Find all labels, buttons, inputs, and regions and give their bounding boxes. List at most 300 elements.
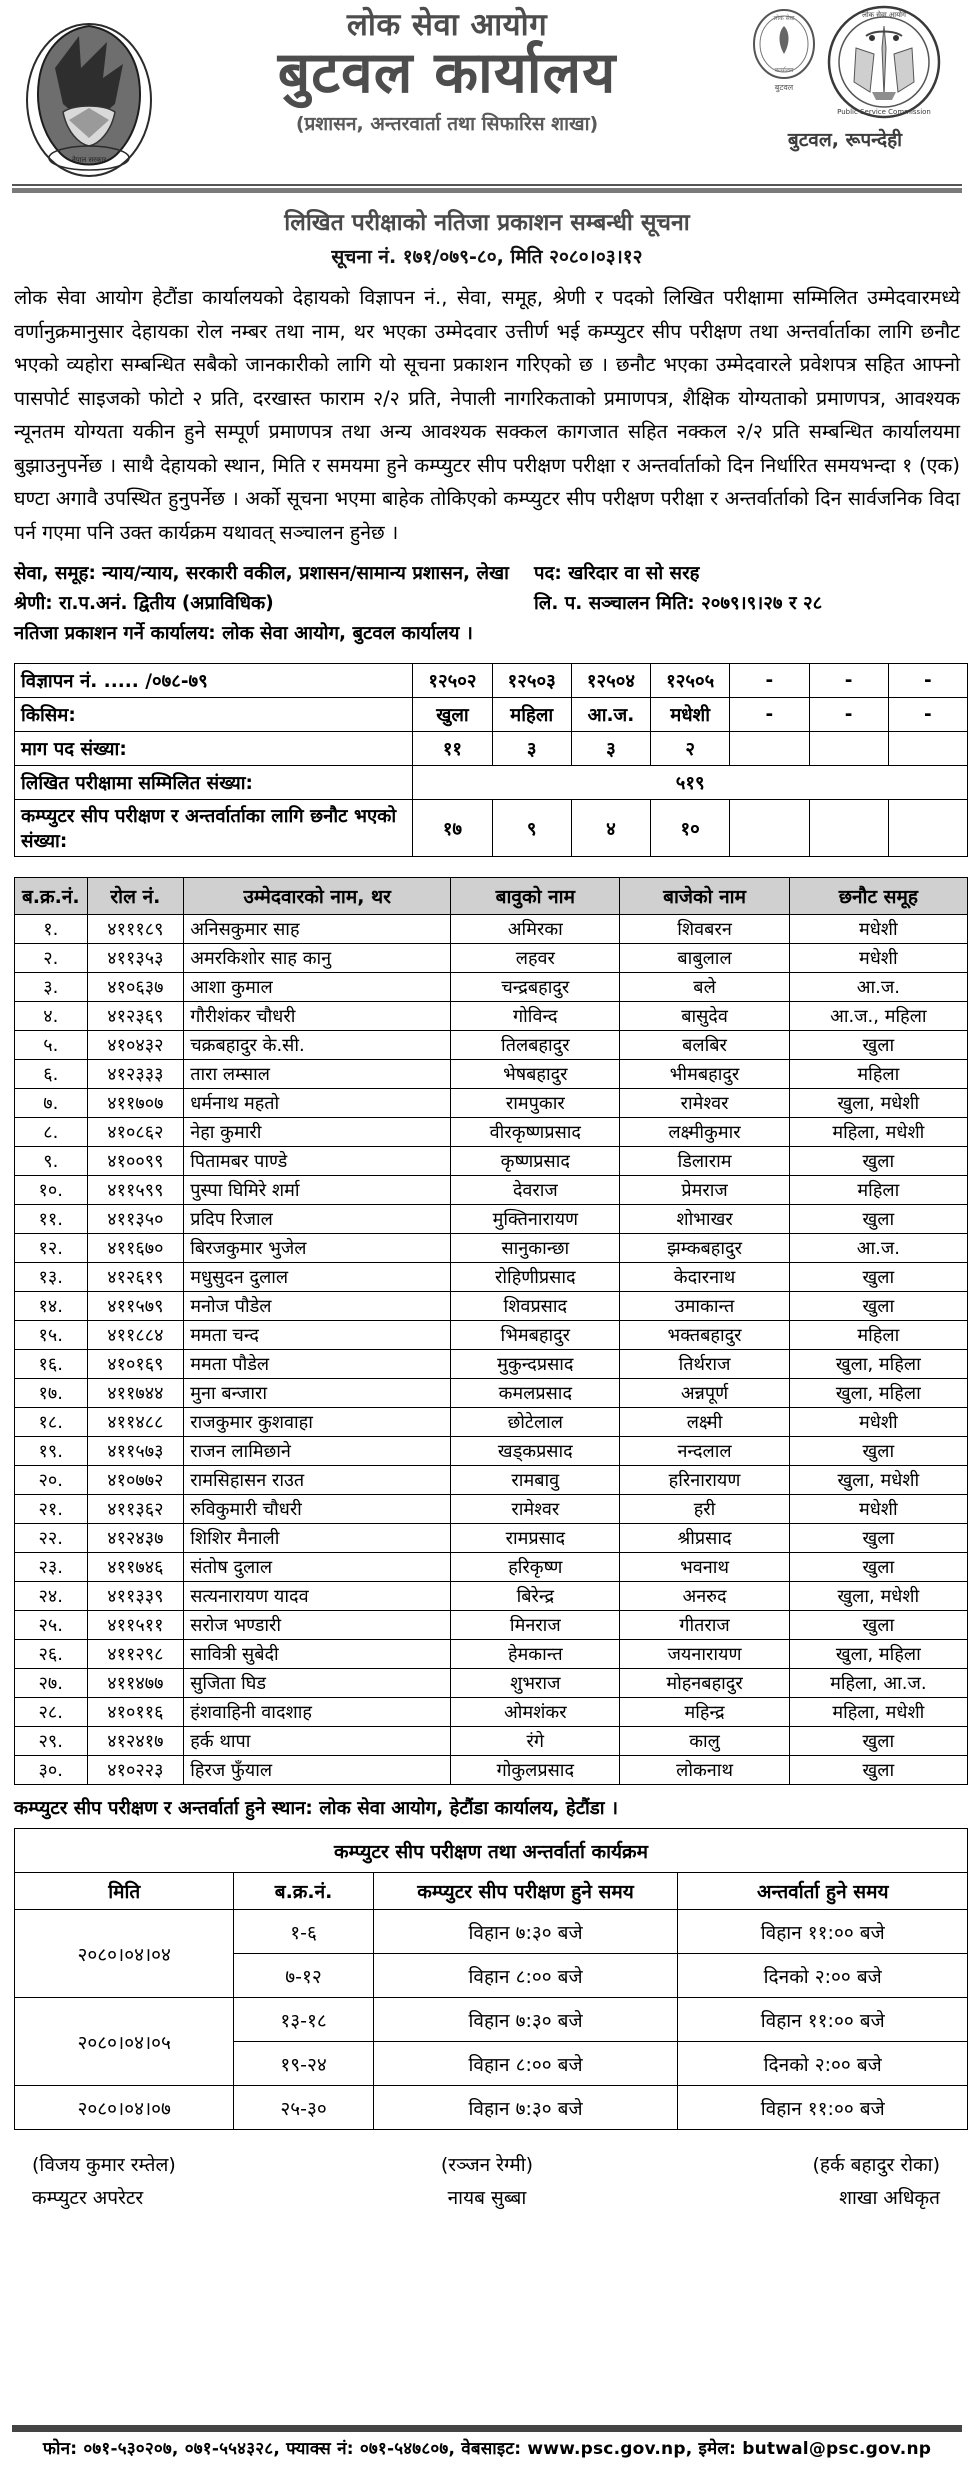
- candidates-header-1: ब.क्र.नं.: [15, 878, 88, 915]
- butwal-office-seal-icon: [748, 4, 820, 96]
- candidate-cell-4: खड्कप्रसाद: [451, 1437, 620, 1466]
- candidate-cell-6: आ.ज., महिला: [789, 1002, 967, 1031]
- candidate-cell-4: भेषबहादुर: [451, 1060, 620, 1089]
- candidate-cell-1: २०.: [15, 1466, 88, 1495]
- schedule-serial-range: १९-२४: [234, 2042, 373, 2086]
- summary-cell: [809, 732, 888, 766]
- candidate-cell-4: रामप्रसाद: [451, 1524, 620, 1553]
- candidate-cell-6: खुला, महिला: [789, 1379, 967, 1408]
- candidate-cell-6: मधेशी: [789, 1408, 967, 1437]
- candidate-cell-1: २.: [15, 944, 88, 973]
- candidate-cell-4: भिमबहादुर: [451, 1321, 620, 1350]
- svg-text:लोक सेवा आयोग: लोक सेवा आयोग: [862, 11, 906, 19]
- candidate-cell-1: ३.: [15, 973, 88, 1002]
- candidate-cell-2: ४११२९८: [87, 1640, 184, 1669]
- candidate-cell-4: कमलप्रसाद: [451, 1379, 620, 1408]
- venue-line: कम्प्युटर सीप परीक्षण र अन्तर्वार्ता हुने स्थान: लोक सेवा आयोग, हेटौंडा कार्यालय, हेटौंडा ।: [14, 1798, 618, 1820]
- candidates-header-2: रोल नं.: [87, 878, 184, 915]
- candidate-cell-4: शिवप्रसाद: [451, 1292, 620, 1321]
- office-city: बुटवल, रूपन्देही: [787, 129, 903, 151]
- info-row-service-post: [14, 559, 960, 589]
- schedule-serial-range: २५-३०: [234, 2086, 373, 2130]
- signature-name: (रञ्जन रेग्मी): [440, 2154, 534, 2177]
- candidate-cell-4: तिलबहादुर: [451, 1031, 620, 1060]
- footer-contact: फोन: ०७१-५३०२०७, ०७१-५५४३२८, फ्याक्स नं: ०७१-५४७८०७, वेबसाइट: www.psc.gov.np, इमेल: butwal@psc.gov.np: [42, 2439, 932, 2459]
- office-name: बुटवल कार्यालय: [277, 40, 617, 107]
- schedule-date: २०८०।०४।०५: [15, 1998, 234, 2086]
- candidate-cell-6: खुला: [789, 1611, 967, 1640]
- class-label: श्रेणी:: [14, 593, 53, 615]
- candidate-cell-4: रंगे: [451, 1727, 620, 1756]
- candidate-cell-1: १५.: [15, 1321, 88, 1350]
- candidate-cell-6: खुला, मधेशी: [789, 1582, 967, 1611]
- service-group-label: सेवा, समूह:: [14, 563, 96, 585]
- summary-cell: १२५०५: [651, 664, 730, 698]
- candidate-cell-3: राजन लामिछाने: [184, 1437, 451, 1466]
- candidate-cell-1: ३०.: [15, 1756, 88, 1785]
- table-row: [15, 1582, 968, 1611]
- table-row: [15, 1669, 968, 1698]
- candidate-cell-1: २२.: [15, 1524, 88, 1553]
- branch-name: (प्रशासन, अन्तरवार्ता तथा सिफारिस शाखा): [295, 112, 599, 135]
- candidate-cell-5: नन्दलाल: [620, 1437, 789, 1466]
- candidate-cell-6: खुला: [789, 1292, 967, 1321]
- candidate-cell-3: प्रदिप रिजाल: [184, 1205, 451, 1234]
- summary-row-selected: [15, 800, 968, 857]
- candidate-cell-2: ४१०१६९: [87, 1350, 184, 1379]
- candidate-cell-3: रुविकुमारी चौधरी: [184, 1495, 451, 1524]
- candidate-cell-5: कालु: [620, 1727, 789, 1756]
- candidate-cell-5: शिवबरन: [620, 915, 789, 944]
- public-service-commission-seal-icon: [826, 4, 942, 122]
- schedule-date: २०८०।०४।०४: [15, 1910, 234, 1998]
- summary-total-appeared-value: ५१९: [413, 766, 968, 800]
- exam-date-line: [534, 589, 960, 619]
- schedule-computer-time: विहान ७:३० बजे: [373, 1998, 678, 2042]
- table-row: [15, 1263, 968, 1292]
- candidates-header-4: बावुको नाम: [451, 878, 620, 915]
- publishing-office-line: [14, 619, 960, 649]
- candidate-cell-1: २७.: [15, 1669, 88, 1698]
- candidate-cell-4: मिनराज: [451, 1611, 620, 1640]
- candidate-cell-3: रामसिहासन राउत: [184, 1466, 451, 1495]
- candidate-cell-5: भक्तबहादुर: [620, 1321, 789, 1350]
- candidate-cell-1: १४.: [15, 1292, 88, 1321]
- summary-cell: १७: [413, 800, 492, 857]
- publishing-office-label: नतिजा प्रकाशन गर्ने कार्यालय:: [14, 623, 216, 645]
- table-row: [15, 1118, 968, 1147]
- candidate-cell-1: ८.: [15, 1118, 88, 1147]
- summary-cell: -: [809, 664, 888, 698]
- notice-body: लोक सेवा आयोग हेटौंडा कार्यालयको देहायको विज्ञापन नं., सेवा, समूह, श्रेणी र पदको लिखित परीक्षामा सम्मिलित उम्मेदवारमध्ये वर्णानुक्रमानुसार देहायका रोल नम्बर तथा नाम, थर भएका उम्मेदवार उत्तीर्ण भई कम्प्युटर सीप परीक्षण तथा अन्तर्वार्ताका लागि छनौट भएको व्यहोरा सम्बन्धित सबैको जानकारीको लागि यो सूचना प्रकाशन गरिएको छ । छनौट भएका उम्मेदवारले प्रवेशपत्र सहित आफ्नो पासपोर्ट साइजको फोटो २ प्रति, दरखास्त फाराम २/२ प्रति, नेपाली नागरिकताको प्रमाणपत्र, शैक्षिक योग्यताको प्रमाणपत्र, आवश्यक न्यूनतम योग्यता यकीन हुने सम्पूर्ण प्रमाणपत्र तथा अन्य आवश्यक सक्कल कागजात सहित नक्कल २/२ प्रति सम्बन्धित कार्यालयमा बुझाउनुपर्नेछ । साथै देहायको स्थान, मिति र समयमा हुने कम्प्युटर सीप परीक्षण परीक्षा र अन्तर्वार्ताको दिन निर्धारित समयभन्दा १ (एक) घण्टा अगावै उपस्थित हुनुपर्नेछ । अर्को सूचना भएमा बाहेक तोकिएको कम्प्युटर सीप परीक्षण परीक्षा र अन्तर्वार्ताको दिन सार्वजनिक विदा पर्न गएमा पनि उक्त कार्यक्रम यथावत् सञ्चालन हुनेछ ।: [14, 286, 960, 544]
- candidate-cell-1: १०.: [15, 1176, 88, 1205]
- post-value: खरिदार वा सो सरह: [568, 563, 700, 585]
- candidate-cell-6: खुला: [789, 1437, 967, 1466]
- candidate-cell-4: हरिकृष्ण: [451, 1553, 620, 1582]
- signature-title: कम्प्युटर अपरेटर: [32, 2186, 144, 2209]
- candidate-cell-3: सुजिता घिड: [184, 1669, 451, 1698]
- candidate-cell-1: ७.: [15, 1089, 88, 1118]
- candidate-cell-5: भवनाथ: [620, 1553, 789, 1582]
- signature-3: [645, 2150, 960, 2213]
- class-value: रा.प.अनं. द्वितीय (अप्राविधिक): [59, 593, 274, 615]
- schedule-row: [15, 2086, 968, 2130]
- signature-name: (हर्क बहादुर रोका): [812, 2154, 940, 2177]
- candidate-cell-3: सरोज भण्डारी: [184, 1611, 451, 1640]
- summary-cell: [888, 732, 967, 766]
- candidate-cell-6: खुला, मधेशी: [789, 1466, 967, 1495]
- candidate-cell-5: रामेश्वर: [620, 1089, 789, 1118]
- candidate-cell-3: चक्रबहादुर के.सी.: [184, 1031, 451, 1060]
- notice-title: लिखित परीक्षाको नतिजा प्रकाशन सम्बन्धी सूचना: [284, 210, 690, 236]
- schedule-interview-time: विहान ११:०० बजे: [678, 2086, 968, 2130]
- candidate-cell-1: २४.: [15, 1582, 88, 1611]
- candidate-cell-4: शुभराज: [451, 1669, 620, 1698]
- candidate-cell-6: खुला: [789, 1147, 967, 1176]
- candidate-cell-3: पितामबर पाण्डे: [184, 1147, 451, 1176]
- candidate-cell-5: केदारनाथ: [620, 1263, 789, 1292]
- candidate-cell-6: खुला: [789, 1205, 967, 1234]
- candidate-cell-5: हरिनारायण: [620, 1466, 789, 1495]
- table-row: [15, 973, 968, 1002]
- table-row: [15, 1176, 968, 1205]
- table-row: [15, 1408, 968, 1437]
- schedule-serial-range: १-६: [234, 1910, 373, 1954]
- schedule-serial-range: १३-१८: [234, 1998, 373, 2042]
- schedule-header-3: कम्प्युटर सीप परीक्षण हुने समय: [373, 1873, 678, 1910]
- candidates-table-body: [15, 915, 968, 1785]
- candidate-cell-4: छोटेलाल: [451, 1408, 620, 1437]
- schedule-date: २०८०।०४।०७: [15, 2086, 234, 2130]
- summary-row: [15, 664, 968, 698]
- candidate-cell-1: १८.: [15, 1408, 88, 1437]
- summary-row: [15, 698, 968, 732]
- info-row-class-examdate: [14, 589, 960, 619]
- summary-cell: [730, 732, 809, 766]
- candidate-cell-3: तारा लम्साल: [184, 1060, 451, 1089]
- candidate-cell-2: ४११५७३: [87, 1437, 184, 1466]
- candidate-cell-1: २३.: [15, 1553, 88, 1582]
- advertisement-summary-table: [14, 663, 968, 857]
- candidate-cell-1: १७.: [15, 1379, 88, 1408]
- candidate-cell-2: ४११४७७: [87, 1669, 184, 1698]
- summary-cell: १०: [651, 800, 730, 857]
- candidate-cell-5: उमाकान्त: [620, 1292, 789, 1321]
- candidate-cell-5: मोहनबहादुर: [620, 1669, 789, 1698]
- candidates-table: [14, 877, 968, 1785]
- signature-title: शाखा अधिकृत: [839, 2186, 940, 2209]
- exam-date-value: २०७९।९।२७ र २८: [701, 593, 823, 615]
- candidate-cell-3: धर्मनाथ महतो: [184, 1089, 451, 1118]
- candidate-cell-3: मुना बन्जारा: [184, 1379, 451, 1408]
- candidate-cell-6: खुला: [789, 1756, 967, 1785]
- schedule-interview-time: विहान ११:०० बजे: [678, 1998, 968, 2042]
- schedule-computer-time: विहान ८:०० बजे: [373, 2042, 678, 2086]
- summary-cell: [888, 800, 967, 857]
- candidate-cell-2: ४१०४३२: [87, 1031, 184, 1060]
- nepal-government-emblem: [14, 4, 164, 180]
- candidate-cell-1: २५.: [15, 1611, 88, 1640]
- candidate-cell-2: ४१२३६९: [87, 1002, 184, 1031]
- candidate-cell-6: मधेशी: [789, 944, 967, 973]
- summary-row: [15, 732, 968, 766]
- candidate-cell-1: १२.: [15, 1234, 88, 1263]
- candidate-cell-3: मधुसुदन दुलाल: [184, 1263, 451, 1292]
- candidate-cell-2: ४११७४४: [87, 1379, 184, 1408]
- candidate-cell-2: ४१११८९: [87, 915, 184, 944]
- svg-text:लोक सेवा: लोक सेवा: [773, 15, 795, 22]
- summary-row-total-appeared: [15, 766, 968, 800]
- signature-2: [329, 2150, 644, 2213]
- candidate-cell-3: अमरकिशोर साह कानु: [184, 944, 451, 973]
- candidate-cell-6: खुला, महिला: [789, 1350, 967, 1379]
- candidate-cell-3: बिरजकुमार भुजेल: [184, 1234, 451, 1263]
- candidate-cell-3: हंशवाहिनी वादशाह: [184, 1698, 451, 1727]
- candidate-cell-2: ४१००९९: [87, 1147, 184, 1176]
- table-row: [15, 1640, 968, 1669]
- candidate-cell-5: लोकनाथ: [620, 1756, 789, 1785]
- schedule-header-4: अन्तर्वार्ता हुने समय: [678, 1873, 968, 1910]
- schedule-row: [15, 1998, 968, 2042]
- signature-1: [14, 2150, 329, 2213]
- schedule-interview-time: विहान ११:०० बजे: [678, 1910, 968, 1954]
- candidate-cell-4: देवराज: [451, 1176, 620, 1205]
- candidate-cell-4: ओमशंकर: [451, 1698, 620, 1727]
- schedule-computer-time: विहान ८:०० बजे: [373, 1954, 678, 1998]
- candidate-cell-4: रामबावु: [451, 1466, 620, 1495]
- candidate-cell-3: गौरीशंकर चौधरी: [184, 1002, 451, 1031]
- candidate-cell-4: हेमकान्त: [451, 1640, 620, 1669]
- candidates-header-6: छनौट समूह: [789, 878, 967, 915]
- candidate-cell-2: ४११५९९: [87, 1176, 184, 1205]
- candidate-cell-5: बले: [620, 973, 789, 1002]
- summary-cell: -: [730, 698, 809, 732]
- candidate-cell-5: प्रेमराज: [620, 1176, 789, 1205]
- summary-row-label: कम्प्युटर सीप परीक्षण र अन्तर्वार्ताका लागि छनौट भएको संख्या:: [15, 800, 413, 857]
- schedule-header-row: [15, 1873, 968, 1910]
- candidate-cell-6: खुला: [789, 1727, 967, 1756]
- candidate-cell-4: कृष्णप्रसाद: [451, 1147, 620, 1176]
- candidate-cell-3: पुस्पा घिमिरे शर्मा: [184, 1176, 451, 1205]
- summary-table-body: [15, 664, 968, 857]
- candidate-cell-3: ममता चन्द: [184, 1321, 451, 1350]
- table-row: [15, 1611, 968, 1640]
- seal-row: [748, 4, 942, 122]
- candidate-cell-5: महिन्द्र: [620, 1698, 789, 1727]
- summary-row-label: लिखित परीक्षामा सम्मिलित संख्या:: [15, 766, 413, 800]
- candidates-header-3: उम्मेदवारको नाम, थर: [184, 878, 451, 915]
- table-row: [15, 1147, 968, 1176]
- nepal-government-emblem-icon: [19, 8, 159, 180]
- table-row: [15, 1495, 968, 1524]
- candidate-cell-2: ४११७०७: [87, 1089, 184, 1118]
- candidate-cell-2: ४११५११: [87, 1611, 184, 1640]
- candidate-cell-2: ४१०११६: [87, 1698, 184, 1727]
- schedule-title-row: [15, 1829, 968, 1873]
- candidates-header-5: बाजेको नाम: [620, 878, 789, 915]
- summary-cell: -: [730, 664, 809, 698]
- candidate-cell-5: लक्ष्मीकुमार: [620, 1118, 789, 1147]
- summary-cell: मधेशी: [651, 698, 730, 732]
- candidate-cell-3: शिशिर मैनाली: [184, 1524, 451, 1553]
- schedule-computer-time: विहान ७:३० बजे: [373, 1910, 678, 1954]
- summary-cell: १२५०४: [571, 664, 650, 698]
- candidate-cell-3: संतोष दुलाल: [184, 1553, 451, 1582]
- candidate-cell-2: ४१२४३७: [87, 1524, 184, 1553]
- publishing-office-value: लोक सेवा आयोग, बुटवल कार्यालय ।: [222, 623, 473, 645]
- summary-cell: आ.ज.: [571, 698, 650, 732]
- summary-cell: १२५०३: [492, 664, 571, 698]
- candidate-cell-1: २१.: [15, 1495, 88, 1524]
- summary-cell: २: [651, 732, 730, 766]
- summary-cell: [730, 800, 809, 857]
- schedule-title: कम्प्युटर सीप परीक्षण तथा अन्तर्वार्ता कार्यक्रम: [15, 1829, 968, 1873]
- masthead-text: [164, 4, 730, 136]
- svg-text:नेपाल सरकार: नेपाल सरकार: [71, 156, 107, 164]
- candidate-cell-5: हरी: [620, 1495, 789, 1524]
- candidate-cell-2: ४११३५०: [87, 1205, 184, 1234]
- summary-cell: ४: [571, 800, 650, 857]
- table-row: [15, 1756, 968, 1785]
- candidate-cell-5: जयनारायण: [620, 1640, 789, 1669]
- candidate-cell-6: खुला: [789, 1031, 967, 1060]
- candidate-cell-1: २८.: [15, 1698, 88, 1727]
- candidate-cell-4: बिरेन्द्र: [451, 1582, 620, 1611]
- exam-date-label: लि. प. सञ्चालन मिति:: [534, 593, 695, 615]
- table-row: [15, 1350, 968, 1379]
- candidate-cell-3: मनोज पौडेल: [184, 1292, 451, 1321]
- candidate-cell-4: रामपुकार: [451, 1089, 620, 1118]
- candidate-cell-4: गोकुलप्रसाद: [451, 1756, 620, 1785]
- table-row: [15, 944, 968, 973]
- signature-name: (विजय कुमार रम्तेल): [32, 2154, 176, 2177]
- candidate-cell-4: सानुकान्छा: [451, 1234, 620, 1263]
- table-row: [15, 1031, 968, 1060]
- footer: [10, 2425, 964, 2459]
- candidate-cell-5: बलबिर: [620, 1031, 789, 1060]
- candidate-cell-6: मधेशी: [789, 1495, 967, 1524]
- candidate-cell-6: खुला, मधेशी: [789, 1089, 967, 1118]
- signature-title: नायब सुब्बा: [447, 2186, 527, 2209]
- table-row: [15, 1727, 968, 1756]
- candidate-cell-1: २६.: [15, 1640, 88, 1669]
- class-line: [14, 589, 534, 619]
- candidate-cell-1: ९.: [15, 1147, 88, 1176]
- candidates-header-row: [15, 878, 968, 915]
- candidate-cell-3: हर्क थापा: [184, 1727, 451, 1756]
- candidate-cell-1: १३.: [15, 1263, 88, 1292]
- table-row: [15, 1553, 968, 1582]
- summary-cell: १२५०२: [413, 664, 492, 698]
- candidate-cell-6: खुला, महिला: [789, 1640, 967, 1669]
- candidate-cell-4: गोविन्द: [451, 1002, 620, 1031]
- schedule-table-head: [15, 1829, 968, 1910]
- candidate-cell-2: ४११३६२: [87, 1495, 184, 1524]
- candidate-cell-6: खुला: [789, 1524, 967, 1553]
- candidate-cell-6: खुला: [789, 1553, 967, 1582]
- candidate-cell-5: डिलाराम: [620, 1147, 789, 1176]
- candidate-cell-2: ४१०६३७: [87, 973, 184, 1002]
- candidate-cell-2: ४१०७७२: [87, 1466, 184, 1495]
- schedule-table: [14, 1828, 968, 2130]
- schedule-interview-time: दिनको २:०० बजे: [678, 1954, 968, 1998]
- summary-row-label: विज्ञापन नं. ..... /०७८-७९: [15, 664, 413, 698]
- table-row: [15, 915, 968, 944]
- candidate-cell-4: रोहिणीप्रसाद: [451, 1263, 620, 1292]
- candidate-cell-2: ४११३३९: [87, 1582, 184, 1611]
- candidate-cell-3: आशा कुमाल: [184, 973, 451, 1002]
- candidate-cell-5: तिर्थराज: [620, 1350, 789, 1379]
- organization-name: लोक सेवा आयोग: [346, 7, 548, 43]
- candidate-cell-2: ४११३५३: [87, 944, 184, 973]
- table-row: [15, 1205, 968, 1234]
- svg-text:बुटवल: बुटवल: [774, 83, 794, 92]
- summary-row-label: माग पद संख्या:: [15, 732, 413, 766]
- candidate-cell-3: सत्यनारायण यादव: [184, 1582, 451, 1611]
- candidate-cell-4: मुकुन्दप्रसाद: [451, 1350, 620, 1379]
- table-row: [15, 1698, 968, 1727]
- svg-text:कार्यालय: कार्यालय: [774, 67, 794, 74]
- candidate-cell-1: २९.: [15, 1727, 88, 1756]
- header-divider: [12, 184, 962, 193]
- summary-cell: खुला: [413, 698, 492, 732]
- candidate-cell-5: शोभाखर: [620, 1205, 789, 1234]
- candidate-cell-5: अनरुद: [620, 1582, 789, 1611]
- candidate-cell-2: ४११४८८: [87, 1408, 184, 1437]
- post-info: [14, 559, 960, 649]
- table-row: [15, 1437, 968, 1466]
- summary-row-label: किसिम:: [15, 698, 413, 732]
- candidate-cell-3: हिरज फुँयाल: [184, 1756, 451, 1785]
- candidate-cell-2: ४१२४१७: [87, 1727, 184, 1756]
- table-row: [15, 1524, 968, 1553]
- candidate-cell-5: झम्कबहादुर: [620, 1234, 789, 1263]
- candidate-cell-6: महिला: [789, 1321, 967, 1350]
- candidate-cell-3: राजकुमार कुशवाहा: [184, 1408, 451, 1437]
- candidate-cell-4: वीरकृष्णप्रसाद: [451, 1118, 620, 1147]
- candidate-cell-1: ५.: [15, 1031, 88, 1060]
- candidate-cell-1: ४.: [15, 1002, 88, 1031]
- schedule-serial-range: ७-१२: [234, 1954, 373, 1998]
- candidate-cell-2: ४११८८४: [87, 1321, 184, 1350]
- candidate-cell-2: ४१०८६२: [87, 1118, 184, 1147]
- candidate-cell-2: ४११५७९: [87, 1292, 184, 1321]
- table-row: [15, 1466, 968, 1495]
- candidate-cell-2: ४११७४६: [87, 1553, 184, 1582]
- table-row: [15, 1292, 968, 1321]
- service-group-line: [14, 559, 534, 589]
- summary-cell: -: [888, 664, 967, 698]
- candidate-cell-5: बाबुलाल: [620, 944, 789, 973]
- summary-cell: -: [809, 698, 888, 732]
- table-row: [15, 1234, 968, 1263]
- table-row: [15, 1379, 968, 1408]
- candidate-cell-2: ४१०२२३: [87, 1756, 184, 1785]
- candidate-cell-5: बासुदेव: [620, 1002, 789, 1031]
- candidate-cell-6: आ.ज.: [789, 1234, 967, 1263]
- candidate-cell-5: गीतराज: [620, 1611, 789, 1640]
- candidate-cell-6: आ.ज.: [789, 973, 967, 1002]
- signature-block: [14, 2150, 960, 2213]
- table-row: [15, 1060, 968, 1089]
- candidate-cell-1: १६.: [15, 1350, 88, 1379]
- right-emblems: [730, 4, 960, 152]
- candidate-cell-2: ४११६७०: [87, 1234, 184, 1263]
- notice-number-and-date: सूचना नं. १७१/०७९-८०, मिति २०८०।०३।१२: [331, 246, 643, 268]
- candidate-cell-3: अनिसकुमार साह: [184, 915, 451, 944]
- candidate-cell-6: मधेशी: [789, 915, 967, 944]
- candidate-cell-1: १९.: [15, 1437, 88, 1466]
